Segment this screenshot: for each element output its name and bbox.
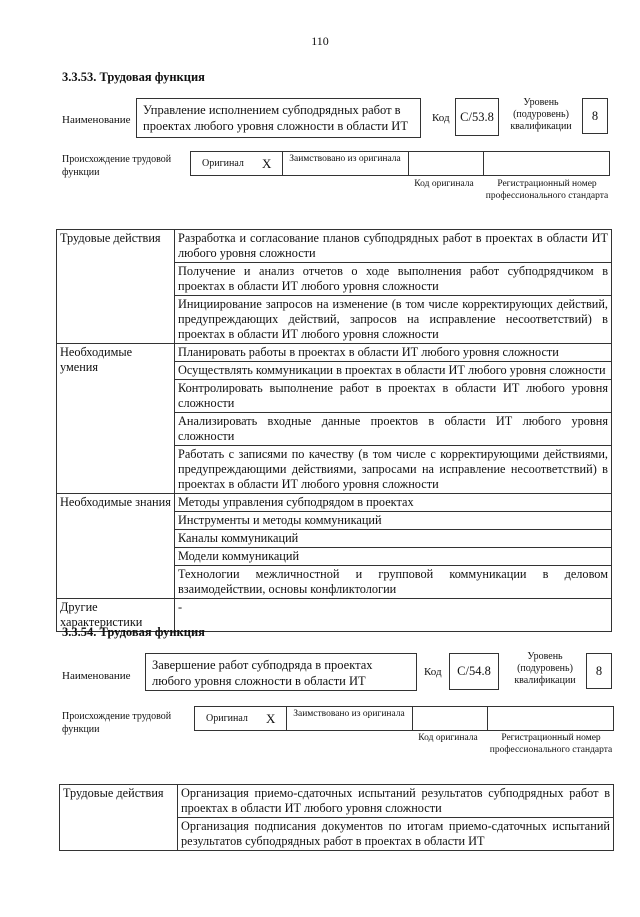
row-category: Трудовые действия <box>57 230 175 344</box>
row-item: Инструменты и методы коммуникаций <box>175 512 612 530</box>
section-title: 3.3.53. Трудовая функция <box>62 70 205 84</box>
code-label: Код <box>424 666 442 678</box>
original-mark: X <box>266 711 276 726</box>
function-code: C/53.8 <box>455 98 499 136</box>
function-name: Управление исполнением субподрядных работ в проектах любого уровня сложности в области ИТ <box>136 98 421 138</box>
row-item: Контролировать выполнение работ в проектах в области ИТ любого уровня сложности <box>175 380 612 413</box>
origin-code-label: Код оригинала <box>418 733 478 743</box>
origin-label: Происхождение трудовой функции <box>62 711 172 735</box>
row-item: Получение и анализ отчетов о ходе выполнения работ субподрядчиком в проектах в области ИТ любого уровня сложности <box>175 263 612 296</box>
original-label: Оригинал <box>206 713 248 724</box>
origin-row <box>194 706 614 731</box>
row-item: Планировать работы в проектах в области ИТ любого уровня сложности <box>175 344 612 362</box>
original-label: Оригинал <box>202 158 244 169</box>
level-label: Уровень (подуровень) квалификации <box>510 97 572 132</box>
row-item: Каналы коммуникаций <box>175 530 612 548</box>
row-item: Организация подписания документов по итогам приемо-сдаточных испытаний результатов субподрядных работ в проектах в области ИТ <box>178 818 614 851</box>
row-item: Методы управления субподрядом в проектах <box>175 494 612 512</box>
section-title: 3.3.54. Трудовая функция <box>62 625 205 639</box>
row-item: Технологии межличностной и групповой коммуникации в деловом взаимодействии, основы конфликтологии <box>175 566 612 599</box>
row-item: Работать с записями по качеству (в том числе с корректирующими действиями, предупреждающими действиями, запросами на исправление несоответствий) в проектах в области ИТ любого уровня сложности <box>175 446 612 494</box>
row-item: Осуществлять коммуникации в проектах в области ИТ любого уровня сложности <box>175 362 612 380</box>
level-label: Уровень (подуровень) квалификации <box>514 651 576 686</box>
name-label: Наименование <box>62 114 131 126</box>
row-item: Разработка и согласование планов субподрядных работ в проектах в области ИТ любого уровня сложности <box>175 230 612 263</box>
row-item: Модели коммуникаций <box>175 548 612 566</box>
borrowed-label: Заимствовано из оригинала <box>293 709 405 719</box>
page-number: 110 <box>311 34 329 48</box>
code-label: Код <box>432 112 450 124</box>
reg-number-label: Регистрационный номер профессионального стандарта <box>489 733 613 755</box>
function-table <box>56 229 612 632</box>
origin-label: Происхождение трудовой функции <box>62 154 172 178</box>
qualification-level: 8 <box>586 653 612 689</box>
row-item: Инициирование запросов на изменение (в том числе корректирующих действий, предупреждающих действий, запросов на исправление несоответствий) в проектах в области ИТ любого уровня сложности <box>175 296 612 344</box>
reg-number-label: Регистрационный номер профессионального стандарта <box>485 179 609 201</box>
original-mark: X <box>262 156 272 171</box>
function-table <box>59 784 614 851</box>
table-row <box>57 230 612 263</box>
row-category: Трудовые действия <box>60 785 178 851</box>
table-row <box>57 344 612 362</box>
borrowed-label: Заимствовано из оригинала <box>289 154 401 164</box>
function-code: C/54.8 <box>449 653 499 690</box>
table-row <box>57 494 612 512</box>
qualification-level: 8 <box>582 98 608 134</box>
row-category: Необходимые умения <box>57 344 175 494</box>
row-category: Необходимые знания <box>57 494 175 599</box>
origin-row <box>190 151 610 176</box>
row-category: Другие характеристики <box>57 599 175 632</box>
row-item: Организация приемо-сдаточных испытаний результатов субподрядных работ в проектах в области ИТ любого уровня сложности <box>178 785 614 818</box>
row-item: - <box>175 599 612 632</box>
origin-code-label: Код оригинала <box>414 179 474 189</box>
table-row <box>60 785 614 818</box>
row-item: Анализировать входные данные проектов в области ИТ любого уровня сложности <box>175 413 612 446</box>
function-name: Завершение работ субподряда в проектах любого уровня сложности в области ИТ <box>145 653 417 691</box>
name-label: Наименование <box>62 670 131 682</box>
